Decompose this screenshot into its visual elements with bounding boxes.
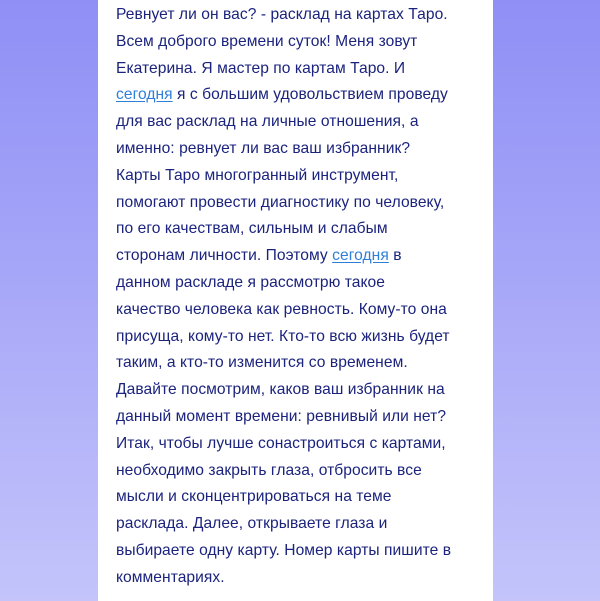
text-line: для вас расклад на личные отношения, а xyxy=(116,113,419,131)
text-line: по его качествам, сильным и слабым xyxy=(116,220,388,238)
text-line: комментариях. xyxy=(116,568,225,586)
post-card xyxy=(98,0,493,601)
text-segment: я с большим удовольствием проведу xyxy=(172,86,448,104)
text-segment: сторонам личности. Поэтому xyxy=(116,247,333,265)
text-line: качество человека как ревность. Кому-то она xyxy=(116,300,447,318)
text-line: таким, а кто-то изменится со временем. xyxy=(116,354,408,372)
text-line: присуща, кому-то нет. Кто-то всю жизнь будет xyxy=(116,327,450,345)
text-line: мысли и сконцентрироваться на теме xyxy=(116,488,392,506)
text-segment: в xyxy=(388,247,402,265)
post-title-line: Ревнует ли он вас? - расклад на картах Таро. xyxy=(116,6,448,23)
text-line: Давайте посмотрим, каков ваш избранник на xyxy=(116,381,445,399)
text-line: выбираете одну карту. Номер карты пишите в xyxy=(116,541,452,559)
text-line: данном раскладе я рассмотрю такое xyxy=(116,273,385,291)
text-line xyxy=(116,243,485,270)
post-text xyxy=(116,2,485,592)
text-line: помогают провести диагностику по человеку, xyxy=(116,193,445,211)
text-line: данный момент времени: ревнивый или нет? xyxy=(116,407,447,425)
text-line: Карты Таро многогранный инструмент, xyxy=(116,166,399,184)
text-line: расклада. Далее, открываете глаза и xyxy=(116,515,388,533)
today-link[interactable]: сегодня xyxy=(332,247,389,265)
text-line: необходимо закрыть глаза, отбросить все xyxy=(116,461,422,479)
text-line xyxy=(116,82,485,109)
text-line: Всем доброго времени суток! Меня зовут xyxy=(116,32,418,50)
today-link[interactable]: сегодня xyxy=(116,86,173,104)
text-line: Итак, чтобы лучше сонастроиться с картами, xyxy=(116,434,446,452)
text-line: именно: ревнует ли вас ваш избранник? xyxy=(116,139,411,157)
text-line: Екатерина. Я мастер по картам Таро. И xyxy=(116,59,406,77)
